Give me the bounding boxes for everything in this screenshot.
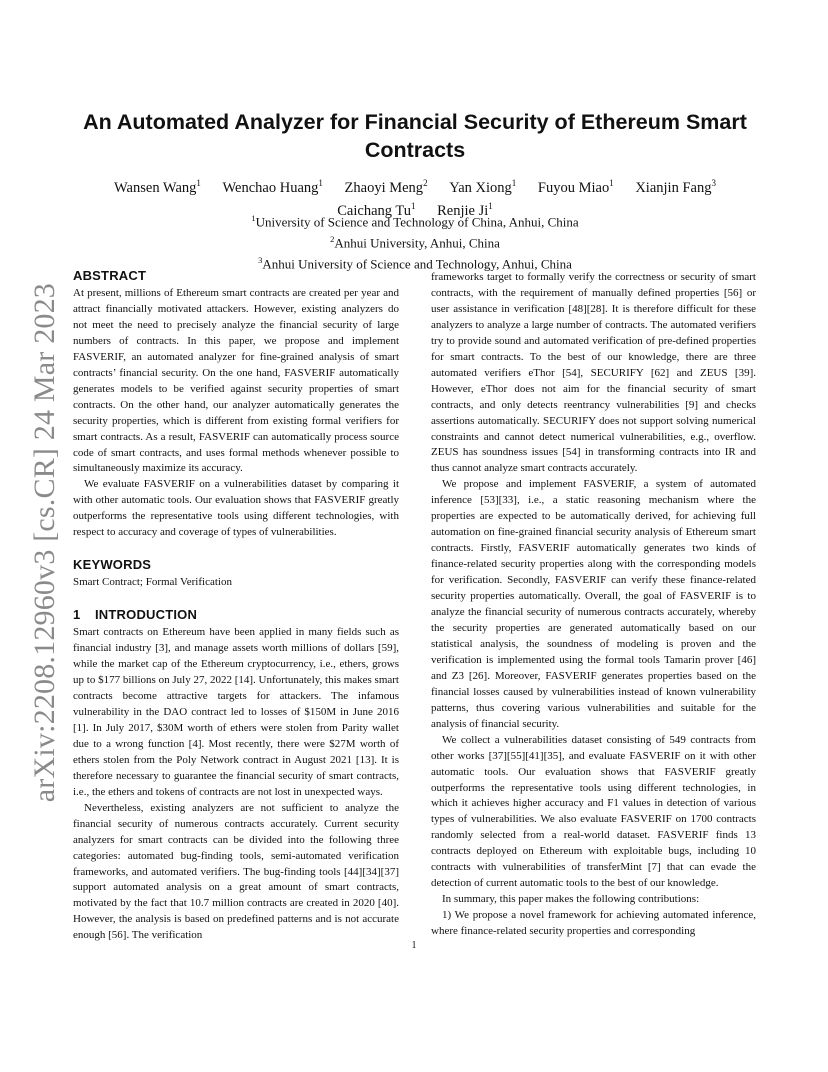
intro-paragraph: In summary, this paper makes the following contributions:: [442, 893, 700, 906]
right-column: [431, 270, 756, 940]
affiliation-list: [80, 210, 750, 272]
author-name: [223, 180, 323, 196]
affiliation-number: 1: [251, 213, 256, 223]
intro-paragraph: We propose and implement FASVERIF, a system of automated inference [53][33], i.e., a static reasoning mechanism where the properties are expected to be automatically derived, for achieving full automation on fine-grained financial security analysis of Ethereum smart contracts. Firstly, FASVERIF automatically generates two kinds of finance-related security properties along with the corresponding models for verification. Secondly, FASVERIF can verify these finance-related security properties automatically. Overall, the goal of FASVERIF is to analyze the financial security of numerous contracts accurately, whereby the security properties are generated automatically based on our statistical analysis, the soundness of modeling is proven and the verification is implemented using the formal tools Tamarin prover [46] and Z3 [26]. Moreover, FASVERIF generates properties based on the financial losses caused by vulnerabilities instead of known vulnerability patterns, thus covering various vulnerabilities and suitable for the analysis of financial security.: [431, 478, 756, 730]
section-title: INTRODUCTION: [95, 607, 198, 623]
author-name: [345, 180, 428, 196]
arxiv-identifier: arXiv:2208.12960v3 [cs.CR] 24 Mar 2023: [28, 283, 61, 803]
affiliation-marker: 1: [488, 200, 493, 211]
intro-paragraph: Nevertheless, existing analyzers are not sufficient to analyze the financial security of numerous contracts accurately. Current security analyzers for smart contracts can be divided into the following three categories: automated bug-finding tools, semi-automated verification frameworks, and automated verifiers. The bug-finding tools [44][34][37] support automated analysis on a great amount of smart contracts, motivated by the fact that 10.7 million contracts are created in 2020 [40]. However, the analysis is based on predefined patterns and is not accurate enough [56]. The verification: [73, 801, 399, 942]
page-number: 1: [411, 940, 417, 951]
affiliation-marker: 1: [318, 178, 323, 188]
intro-paragraph: frameworks target to formally verify the correctness or security of smart contracts, with the requirement of manually defined properties [56] or user assistance in verification [48][28]. It is therefore difficult for these analyzers to analyze a large number of contracts. The automated verifiers try to provide sound and automated verification of pre-defined properties for smart contracts. To the best of our knowledge, there are three automated verifiers eThor [54], SECURIFY [62] and ZEUS [39]. However, eThor does not aim for the financial security of smart contracts, and only detects reentrancy vulnerabilities [9] and checks assertions automatically. SECURIFY does not support solving numerical constraints and cannot detect numerical vulnerabilities, e.g., overflow. ZEUS has soundness issues [54] in transforming contracts into IR and thus cannot analyze smart contracts accurately.: [431, 271, 756, 475]
affiliation-number: 3: [258, 254, 263, 265]
paper-title: An Automated Analyzer for Financial Security of Ethereum Smart Contracts: [83, 110, 747, 162]
abstract-paragraph: At present, millions of Ethereum smart contracts are created per year and attract financially motivated attackers. However, existing analyzers do not meet the need to precisely analyze the financial security of large numbers of contracts. In this paper, we propose and implement FASVERIF, an automated analyzer for fine-grained analysis of smart contracts’ financial security. On the one hand, FASVERIF automatically generates models to be verified against security properties of smart contracts. On the other hand, our analyzer automatically generates the security properties, which is different from existing formal verifiers for smart contracts. As a result, FASVERIF can automatically process source code of smart contracts, and uses formal methods whenever possible to simultaneously maximize its accuracy.: [73, 287, 399, 475]
author-name-text: Caichang Tu: [337, 202, 411, 219]
intro-paragraph: Smart contracts on Ethereum have been applied in many fields such as financial industry [3], and manage assets worth millions of dollars [59], while the market cap of the Ethereum cryptocurrency, i.e., ethers, grows up to $177 billions on July 27, 2022 [14]. Unfortunately, this makes smart contracts become attractive targets for attackers. The infamous vulnerability in the DAO contract led to losses of $150M in June 2016 [1]. In July 2017, $30M worth of ethers were stolen from Parity wallet due to a wrong function [4]. Most recently, there were $27M worth of ethers stolen from the Poly Network contract in August 2021 [13]. It is therefore necessary to guarantee the financial security of smart contracts, i.e., the ethers and tokens of contracts are not lost in unexpected ways.: [73, 626, 399, 798]
abstract-paragraph: We evaluate FASVERIF on a vulnerabilities dataset by comparing it with other automatic tools. Our evaluation shows that FASVERIF greatly outperforms the representative tools using different technologies, with respect to accuracy and coverage of types of vulnerabilities.: [73, 478, 399, 539]
abstract-heading: ABSTRACT: [73, 268, 147, 283]
author-name-text: Xianjin Fang: [635, 179, 712, 196]
affiliation-line: [80, 231, 750, 252]
affiliation-text: Anhui University of Science and Technology, Anhui, China: [262, 255, 572, 271]
left-column: [73, 268, 399, 944]
affiliation-number: 2: [330, 233, 335, 244]
affiliation-marker: 1: [196, 178, 201, 188]
author-name-text: Wansen Wang: [114, 179, 197, 196]
author-name: [635, 180, 716, 196]
author-name-text: Fuyou Miao: [537, 179, 610, 196]
author-name-text: Wenchao Huang: [222, 179, 319, 196]
affiliation-marker: 1: [609, 178, 614, 188]
author-name-text: Zhaoyi Meng: [344, 179, 424, 196]
affiliation-marker: 1: [511, 178, 517, 188]
intro-paragraph: We collect a vulnerabilities dataset consisting of 549 contracts from other works [37][55][41][35], and evaluate FASVERIF on it with other automatic tools. Our evaluation shows that FASVERIF greatly outperforms the representative tools using different technologies, in which it achieves higher accuracy and F1 values in detection of various types of vulnerabilities. We also evaluate FASVERIF on 1700 contracts randomly selected from a real-world dataset. FASVERIF finds 13 contracts deployed on Ethereum with exploitable bugs, including 10 contracts with vulnerabilities of transferMint [7] that can evade the detection of current automatic tools to the best of our knowledge.: [431, 733, 756, 890]
author-name: [538, 180, 614, 196]
author-name-text: Renjie Ji: [437, 202, 489, 219]
author-name: [449, 180, 516, 196]
arxiv-stamp: [22, 283, 62, 803]
affiliation-marker: 3: [711, 178, 716, 188]
author-name: [114, 180, 201, 196]
section-number: 1: [73, 607, 81, 623]
section-heading-introduction: [73, 607, 399, 623]
affiliation-marker: 1: [410, 200, 416, 211]
affiliation-text: Anhui University, Anhui, China: [334, 235, 500, 251]
author-name-text: Yan Xiong: [449, 179, 512, 196]
keywords-heading: KEYWORDS: [73, 557, 152, 573]
affiliation-marker: 2: [423, 178, 428, 188]
keywords-text: Smart Contract; Formal Verification: [73, 576, 232, 589]
affiliation-line: [80, 210, 750, 231]
intro-paragraph: 1) We propose a novel framework for achieving automated inference, where finance-related security properties and corresponding: [431, 909, 756, 938]
affiliation-text: University of Science and Technology of China, Anhui, China: [255, 214, 579, 230]
